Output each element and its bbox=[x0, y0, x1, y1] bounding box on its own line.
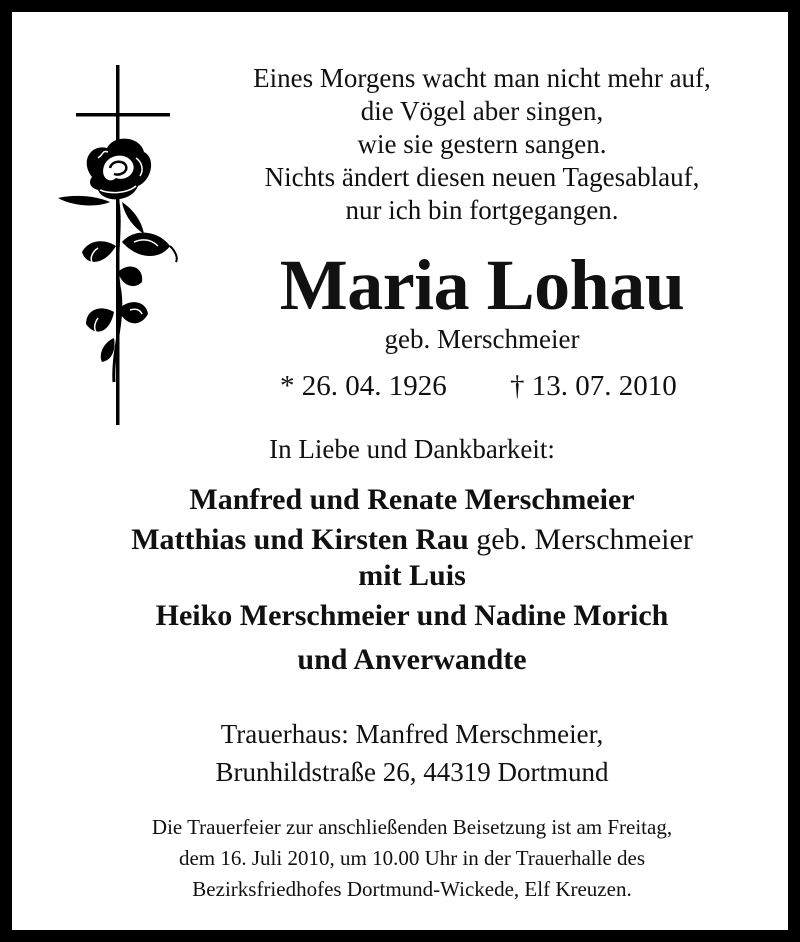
death-date: † 13. 07. 2010 bbox=[510, 370, 677, 402]
mourner-line: und Anverwandte bbox=[297, 643, 527, 676]
address-line: Brunhildstraße 26, 44319 Dortmund bbox=[215, 757, 609, 787]
mourner-line: Heiko Merschmeier und Nadine Morich bbox=[155, 599, 669, 632]
poem-line: nur ich bin fortgegangen. bbox=[345, 195, 619, 225]
mourner-line: mit Luis bbox=[358, 559, 466, 592]
poem-line: Nichts ändert diesen neuen Tagesablauf, bbox=[264, 162, 700, 192]
service-line: Bezirksfriedhofes Dortmund-Wickede, Elf Kreuzen. bbox=[192, 877, 632, 901]
poem-line: die Vögel aber singen, bbox=[360, 96, 604, 126]
cross-with-rose-icon bbox=[52, 62, 187, 427]
mourning-house-address bbox=[12, 715, 800, 791]
mourner-line bbox=[12, 522, 800, 558]
mourner-line: Manfred und Renate Merschmeier bbox=[189, 483, 635, 516]
poem-line: wie sie gestern sangen. bbox=[357, 129, 607, 159]
mourner-names: Matthias und Kirsten Rau bbox=[131, 523, 469, 556]
deceased-name: Maria Lohau bbox=[279, 245, 685, 325]
address-line: Trauerhaus: Manfred Merschmeier, bbox=[220, 719, 604, 749]
poem bbox=[222, 62, 742, 227]
mourners-list bbox=[12, 478, 800, 682]
maiden-name: geb. Merschmeier bbox=[384, 324, 580, 354]
service-line: Die Trauerfeier zur anschließenden Beisetzung ist am Freitag, bbox=[151, 815, 673, 839]
funeral-service-info bbox=[12, 812, 800, 905]
dedication: In Liebe und Dankbarkeit: bbox=[269, 434, 555, 464]
poem-line: Eines Morgens wacht man nicht mehr auf, bbox=[253, 63, 711, 93]
mourner-maiden-name: geb. Merschmeier bbox=[468, 523, 693, 556]
birth-date: * 26. 04. 1926 bbox=[280, 370, 447, 402]
service-line: dem 16. Juli 2010, um 10.00 Uhr in der Trauerhalle des bbox=[178, 846, 646, 870]
